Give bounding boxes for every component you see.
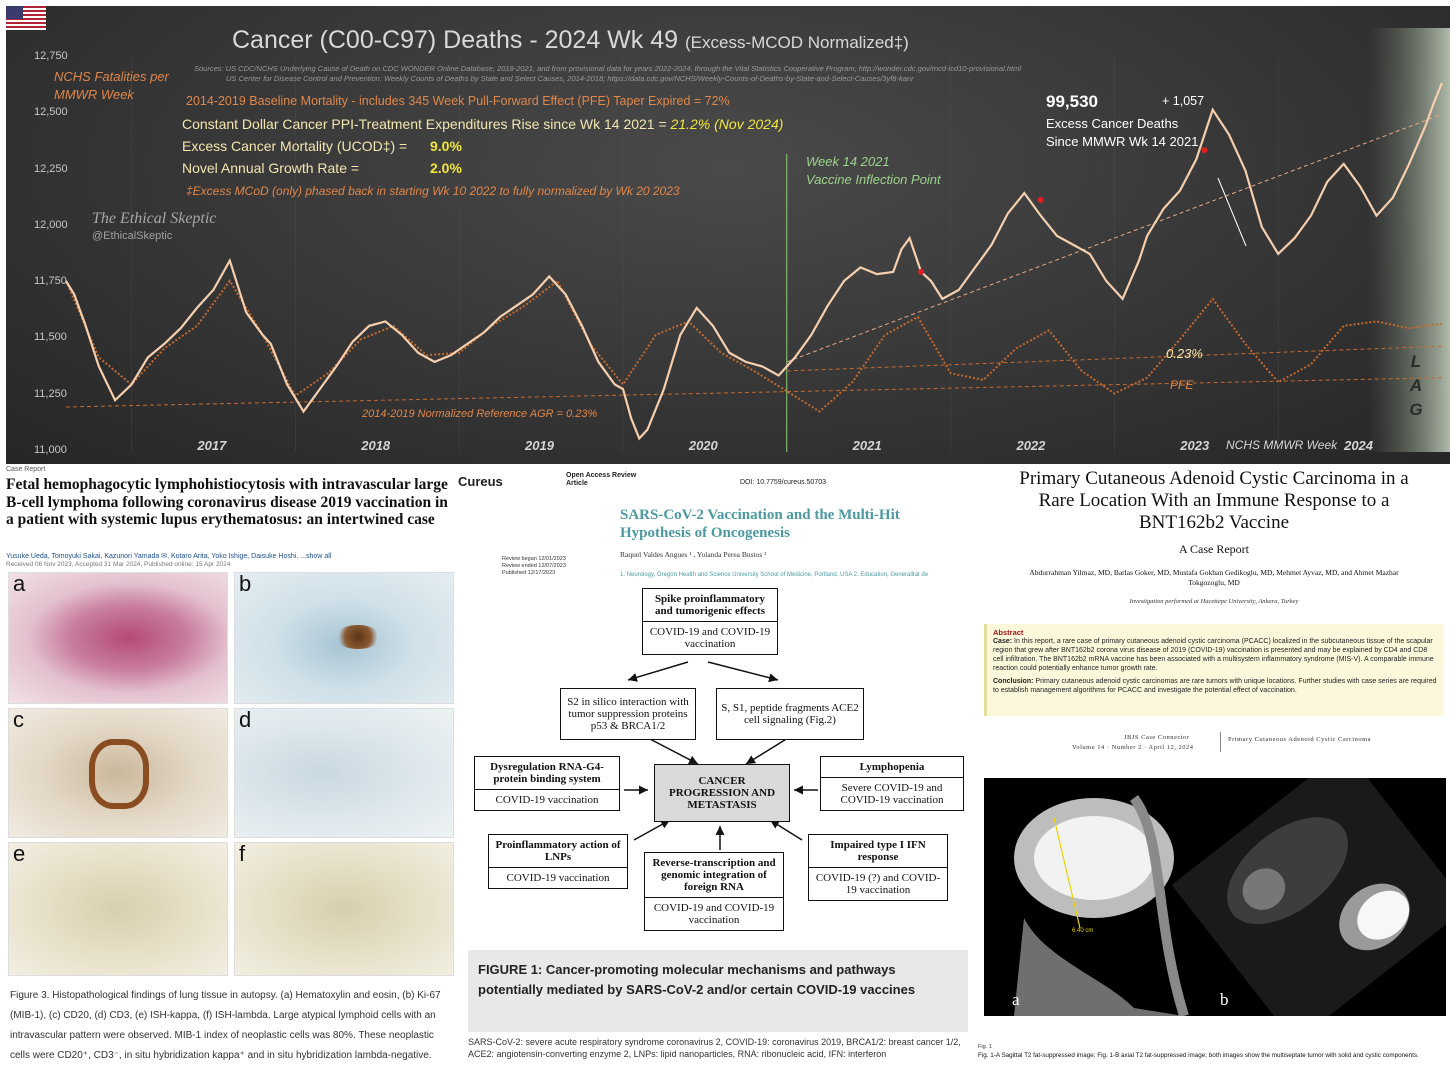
right-paper-subtitle: A Case Report: [1179, 542, 1249, 556]
right-paper-authors: Abdurrahman Yilmaz, MD, Barlas Goker, MD, Mustafa Gokhan Gedikoglu, MD, Mehmet Ayvaz, MD, and Ahmet Mazhar Tokgozoglu, MD: [1029, 568, 1399, 587]
mid-paper-title: SARS-CoV-2 Vaccination and the Multi-Hit Hypothesis of Oncogenesis: [620, 507, 900, 541]
left-figure-caption: Figure 3. Histopathological findings of lung tissue in autopsy. (a) Hematoxylin and eosin, (b) Ki-67 (MIB-1), (c) CD20, (d) CD3, (e) ISH-kappa, (f) ISH-lambda. Large atypical lymphoid cells with an intravascular pattern were observed. MIB-1 index of neoplastic cells was 80%. These neoplastic cells were CD20⁺, CD3⁻, in situ hybridization kappa⁺ and in situ hybridization lambda-negative.: [10, 990, 441, 1061]
journal-header-left-2: Volume 14 · Number 2 · April 12, 2024: [1072, 744, 1194, 751]
pfe-rate-label: 0.23%: [1166, 346, 1203, 361]
box-rna: Dysregulation RNA-G4-protein binding system COVID-19 vaccination: [474, 756, 620, 811]
baseline-note: 2014-2019 Baseline Mortality - includes 345 Week Pull-Forward Effect (PFE) Taper Expired = 72%: [186, 94, 730, 108]
mri-images: [984, 778, 1446, 1016]
chart-title: Cancer (C00-C97) Deaths - 2024 Wk 49 (Excess-MCOD Normalized‡): [232, 26, 909, 54]
y-tick-label: 11,250: [34, 387, 67, 400]
right-figure-label: Fig. 1: [978, 1044, 992, 1050]
abstract-conclusion: Conclusion: Primary cutaneous adenoid cystic carcinomas are rare tumors with unique locations. Further studies with case series are required to establish management algorithms for PCACC and investigate the potential effect of vaccination.: [993, 678, 1437, 694]
figure-title: FIGURE 1: Cancer-promoting molecular mechanisms and pathways potentially mediated by SARS-CoV-2 and/or certain COVID-19 vaccines: [478, 962, 916, 997]
lag-label: L A G: [1409, 352, 1423, 419]
histology-panel-a: a: [8, 572, 228, 704]
article-type: Case Report: [6, 466, 46, 473]
growth-rate-label: Novel Annual Growth Rate =: [182, 160, 360, 176]
box-lnp: Proinflammatory action of LNPs COVID-19 vaccination: [488, 834, 628, 889]
ppi-note: Constant Dollar Cancer PPI-Treatment Expenditures Rise since Wk 14 2021 = 21.2% (Nov 2024): [182, 116, 784, 132]
histology-panel-f: f: [234, 842, 454, 976]
sources-line-1: Sources: US CDC/NCHS Underlying Cause of Death on CDC WONDER Online Database, 2018-2021, and from provisional data for years 2022-2024, through the Vital Statistics Cooperative Program; http://wonder.cdc.gov/mcd-icd10-provisional.html: [194, 64, 1022, 73]
reference-agr-line: [66, 378, 1442, 407]
abstract-box: [984, 624, 1444, 716]
mri-label-a: a: [1012, 990, 1020, 1009]
excess-desc-1: Excess Cancer Deaths: [1046, 116, 1179, 131]
brand-logo: The Ethical Skeptic: [92, 210, 217, 227]
y-axis-label: NCHS Fatalities per MMWR Week: [54, 69, 169, 102]
excess-pointer-line: [1218, 178, 1246, 246]
figure-abbreviations: SARS-CoV-2: severe acute respiratory syndrome coronavirus 2, COVID-19: coronavirus 2019, BRCA1/2: breast cancer 1/2, ACE2: angiotensin-converting enzyme 2, LNPs: lipid nanoparticles, RNA: ribonucleic acid, IFN: interferon: [468, 1037, 961, 1059]
box-s2: S2 in silico interaction with tumor suppression proteins p53 & BRCA1/2: [560, 688, 696, 740]
growth-rate-value: 2.0%: [430, 160, 462, 176]
x-tick-label: 2022: [1016, 438, 1046, 453]
histology-panel-b: b: [234, 572, 454, 704]
marker-3: [1201, 147, 1207, 153]
right-paper-title: Primary Cutaneous Adenoid Cystic Carcinoma in a Rare Location With an Immune Response to a BNT162b2 Vaccine: [1019, 468, 1409, 533]
excess-desc-2: Since MMWR Wk 14 2021: [1046, 134, 1199, 149]
box-lymphopenia: Lymphopenia Severe COVID-19 and COVID-19 vaccination: [820, 756, 964, 811]
y-tick-label: 12,750: [34, 50, 68, 62]
mcod-note: ‡Excess MCoD (only) phased back in starting Wk 10 2022 to fully normalized by Wk 20 2023: [186, 184, 680, 198]
box-cancer-progression: CANCER PROGRESSION AND METASTASIS: [654, 764, 790, 822]
abstract-heading: Abstract: [993, 628, 1024, 637]
journal-name: Cureus: [458, 474, 503, 489]
left-paper-authors: Yusuke Ueda, Tomoyuki Sakai, Kazunori Yamada ✉, Kotaro Arita, Yoko Ishige, Daisuke Hoshi, ...show all: [6, 553, 332, 560]
x-tick-label: 2019: [525, 438, 554, 453]
inflection-label-1: Week 14 2021: [806, 154, 890, 169]
affiliations: 1. Neurology, Oregon Health and Science University School of Medicine, Portland, USA 2. Education, Generalitat de: [620, 572, 929, 578]
marker-2: [1038, 197, 1044, 203]
sources-line-2: US Center for Disease Control and Prevention: Weekly Counts of Deaths by State and Select Causes, 2014-2018; https://data.cdc.gov/NCHS/Weekly-Counts-of-Deaths-by-State-and-Select-Causes/3yf8-kanr: [226, 74, 914, 83]
x-tick-label: 2018: [361, 438, 391, 453]
histology-panel-c: c: [8, 708, 228, 838]
left-paper-title: Fetal hemophagocytic lymphohistiocytosis with intravascular large B-cell lymphoma following coronavirus disease 2019 vaccination in a patient with systemic lupus erythematosus: an intertwined case: [6, 476, 448, 528]
excess-delta: + 1,057: [1162, 94, 1205, 108]
review-began: Review began 12/01/2023: [502, 556, 566, 562]
journal-header-right: Primary Cutaneous Adenoid Cystic Carcinoma: [1228, 736, 1372, 743]
y-tick-label: 12,250: [34, 162, 68, 175]
abstract-case: Case: In this report, a rare case of primary cutaneous adenoid cystic carcinoma (PCACC) localized in the subcutaneous tissue of the scapular region that grew after BNT162b2 corona virus disease of 2019 (COVID-19) vaccination is presented and may be explained by CD4 and CD8 cell infiltration. The BNT162b2 mRNA vaccine has been associated with a multisystem inflammatory syndrome (MIS-V). A comparable immune reaction could potentially enhance tumor growth rate.: [993, 638, 1434, 672]
figure-title-band: [468, 950, 968, 1032]
cancer-deaths-chart: [6, 6, 1450, 464]
x-tick-label: 2020: [688, 438, 718, 453]
excess-mortality-label: Excess Cancer Mortality (UCOD‡) =: [182, 138, 408, 154]
mid-paper-authors: Raquel Valdes Angues ¹ , Yolanda Perea Bustos ²: [620, 550, 767, 559]
x-axis-label: NCHS MMWR Week: [1226, 438, 1338, 452]
x-tick-label: 2023: [1180, 438, 1210, 453]
histology-panel-d: d: [234, 708, 454, 838]
y-tick-label: 11,750: [34, 275, 67, 288]
published: Published 12/17/2023: [502, 570, 556, 576]
right-paper-institution: Investigation performed at Hacettepe University, Ankara, Turkey: [1129, 598, 1299, 605]
us-flag-icon: [6, 6, 46, 30]
middle-paper-panel: [458, 466, 970, 1066]
left-paper-panel: [6, 466, 454, 1066]
brand-handle: @EthicalSkeptic: [92, 230, 173, 242]
review-ended: Review ended 12/07/2023: [502, 563, 566, 569]
y-tick-label: 11,000: [34, 444, 67, 456]
pfe-label: PFE: [1170, 378, 1194, 392]
x-tick-label: 2017: [197, 438, 227, 453]
box-ifn: Impaired type I IFN response COVID-19 (?) and COVID-19 vaccination: [808, 834, 948, 901]
reference-label: 2014-2019 Normalized Reference AGR = 0.23%: [362, 408, 598, 420]
y-tick-label: 12,000: [34, 218, 68, 231]
right-figure-caption: Fig. 1-A Sagittal T2 fat-suppressed image; Fig. 1-B axial T2 fat-suppressed image; both images show the multiseptate tumor with solid and cystic components.: [978, 1052, 1419, 1059]
excess-mortality-value: 9.0%: [430, 138, 462, 154]
access-line-1: Open Access Review: [566, 472, 637, 479]
excess-count: 99,530: [1046, 92, 1098, 111]
right-paper-panel: [974, 466, 1454, 1066]
box-reverse-transcription: Reverse-transcription and genomic integration of foreign RNA COVID-19 and COVID-19 vaccination: [644, 852, 784, 931]
box-spike: Spike proinflammatory and tumorigenic effects COVID-19 and COVID-19 vaccination: [642, 588, 778, 655]
inflection-label-2: Vaccine Inflection Point: [806, 172, 941, 187]
access-line-2: Article: [566, 480, 588, 487]
mri-label-b: b: [1220, 990, 1229, 1009]
marker-1: [918, 269, 924, 275]
y-tick-label: 12,500: [34, 106, 68, 119]
left-paper-dates: Received 06 Nov 2023, Accepted 31 Mar 2024, Published online: 15 Apr 2024: [6, 561, 231, 568]
x-tick-label: 2021: [852, 438, 882, 453]
histology-panel-e: e: [8, 842, 228, 976]
x-tick-label: 2024: [1344, 438, 1374, 453]
journal-header-left-1: JBJS Case Connector: [1124, 734, 1190, 741]
series-cancer-deaths: [66, 83, 1442, 439]
box-s1: S, S1, peptide fragments ACE2 cell signaling (Fig.2): [716, 688, 864, 740]
mri-measurement: 6.40 cm: [1072, 928, 1094, 934]
y-tick-label: 11,500: [34, 331, 67, 344]
mri-figure: [984, 778, 1446, 1016]
doi: DOI: 10.7759/cureus.50703: [740, 479, 827, 486]
